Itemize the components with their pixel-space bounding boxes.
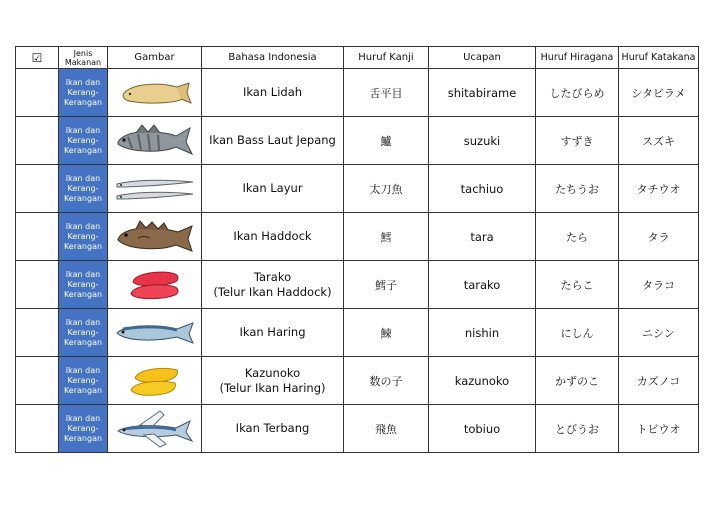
hiragana-cell: とびうお: [536, 405, 619, 453]
katakana-cell: スズキ: [619, 117, 699, 165]
kanji-cell: 鱈: [344, 213, 429, 261]
indonesian-name: Ikan Terbang: [202, 405, 344, 453]
katakana-cell: トビウオ: [619, 405, 699, 453]
hiragana-header: Huruf Hiragana: [536, 47, 619, 69]
indonesian-name: Ikan Bass Laut Jepang: [202, 117, 344, 165]
category-cell: Ikan dan Kerang-Kerangan: [59, 69, 108, 117]
katakana-cell: シタビラメ: [619, 69, 699, 117]
image-cell: [108, 165, 202, 213]
category-cell: Ikan dan Kerang-Kerangan: [59, 261, 108, 309]
kanji-cell: 鰊: [344, 309, 429, 357]
check-header[interactable]: [16, 47, 59, 69]
category-cell: Ikan dan Kerang-Kerangan: [59, 357, 108, 405]
kanji-cell: 舌平目: [344, 69, 429, 117]
ucapan-header: Ucapan: [429, 47, 536, 69]
pronunciation-cell: shitabirame: [429, 69, 536, 117]
hiragana-cell: したびらめ: [536, 69, 619, 117]
katakana-cell: ニシン: [619, 309, 699, 357]
jenis-header: Jenis Makanan: [59, 47, 108, 69]
hiragana-cell: にしん: [536, 309, 619, 357]
category-cell: Ikan dan Kerang-Kerangan: [59, 213, 108, 261]
haddock-fish-icon: [114, 218, 196, 256]
kanji-cell: 鱸: [344, 117, 429, 165]
image-cell: [108, 309, 202, 357]
image-cell: [108, 405, 202, 453]
hiragana-cell: たら: [536, 213, 619, 261]
pronunciation-cell: nishin: [429, 309, 536, 357]
table-row: [16, 165, 699, 213]
flying-fish-icon: [114, 409, 196, 449]
indonesian-name: Ikan Lidah: [202, 69, 344, 117]
hiragana-cell: すずき: [536, 117, 619, 165]
image-cell: [108, 213, 202, 261]
table-row: [16, 309, 699, 357]
table-row: [16, 357, 699, 405]
pronunciation-cell: tachiuo: [429, 165, 536, 213]
pronunciation-cell: tara: [429, 213, 536, 261]
katakana-cell: カズノコ: [619, 357, 699, 405]
pronunciation-cell: kazunoko: [429, 357, 536, 405]
check-cell[interactable]: [16, 261, 59, 309]
check-cell[interactable]: [16, 405, 59, 453]
sole-fish-icon: [115, 75, 195, 111]
indonesian-name: Ikan Haring: [202, 309, 344, 357]
image-cell: [108, 117, 202, 165]
category-cell: Ikan dan Kerang-Kerangan: [59, 165, 108, 213]
pronunciation-cell: tarako: [429, 261, 536, 309]
indonesia-header: Bahasa Indonesia: [202, 47, 344, 69]
indonesian-name: Kazunoko (Telur Ikan Haring): [202, 357, 344, 405]
image-cell: [108, 261, 202, 309]
pronunciation-cell: suzuki: [429, 117, 536, 165]
check-cell[interactable]: [16, 117, 59, 165]
category-cell: Ikan dan Kerang-Kerangan: [59, 309, 108, 357]
hiragana-cell: たちうお: [536, 165, 619, 213]
kanji-header: Huruf Kanji: [344, 47, 429, 69]
table-row: [16, 117, 699, 165]
kazunoko-roe-icon: [125, 362, 185, 400]
hiragana-cell: たらこ: [536, 261, 619, 309]
check-cell[interactable]: [16, 357, 59, 405]
table-row: [16, 213, 699, 261]
tarako-roe-icon: [125, 266, 185, 304]
sea-bass-icon: [114, 122, 196, 160]
katakana-cell: タチウオ: [619, 165, 699, 213]
indonesian-name: Ikan Haddock: [202, 213, 344, 261]
check-cell[interactable]: [16, 165, 59, 213]
pronunciation-cell: tobiuo: [429, 405, 536, 453]
check-cell[interactable]: [16, 213, 59, 261]
table-row: [16, 69, 699, 117]
image-cell: [108, 357, 202, 405]
image-cell: [108, 69, 202, 117]
checkbox-icon[interactable]: ☑: [31, 50, 43, 65]
header-row: [16, 47, 699, 69]
indonesian-name: Tarako (Telur Ikan Haddock): [202, 261, 344, 309]
gambar-header: Gambar: [108, 47, 202, 69]
kanji-cell: 太刀魚: [344, 165, 429, 213]
hiragana-cell: かずのこ: [536, 357, 619, 405]
katakana-cell: タラ: [619, 213, 699, 261]
kanji-cell: 数の子: [344, 357, 429, 405]
vocabulary-table: [15, 46, 699, 453]
category-cell: Ikan dan Kerang-Kerangan: [59, 405, 108, 453]
hairtail-fish-icon: [113, 171, 197, 207]
herring-fish-icon: [113, 315, 197, 351]
katakana-header: Huruf Katakana: [619, 47, 699, 69]
indonesian-name: Ikan Layur: [202, 165, 344, 213]
table-row: [16, 405, 699, 453]
category-cell: Ikan dan Kerang-Kerangan: [59, 117, 108, 165]
check-cell[interactable]: [16, 309, 59, 357]
katakana-cell: タラコ: [619, 261, 699, 309]
kanji-cell: 飛魚: [344, 405, 429, 453]
check-cell[interactable]: [16, 69, 59, 117]
kanji-cell: 鱈子: [344, 261, 429, 309]
table-row: [16, 261, 699, 309]
